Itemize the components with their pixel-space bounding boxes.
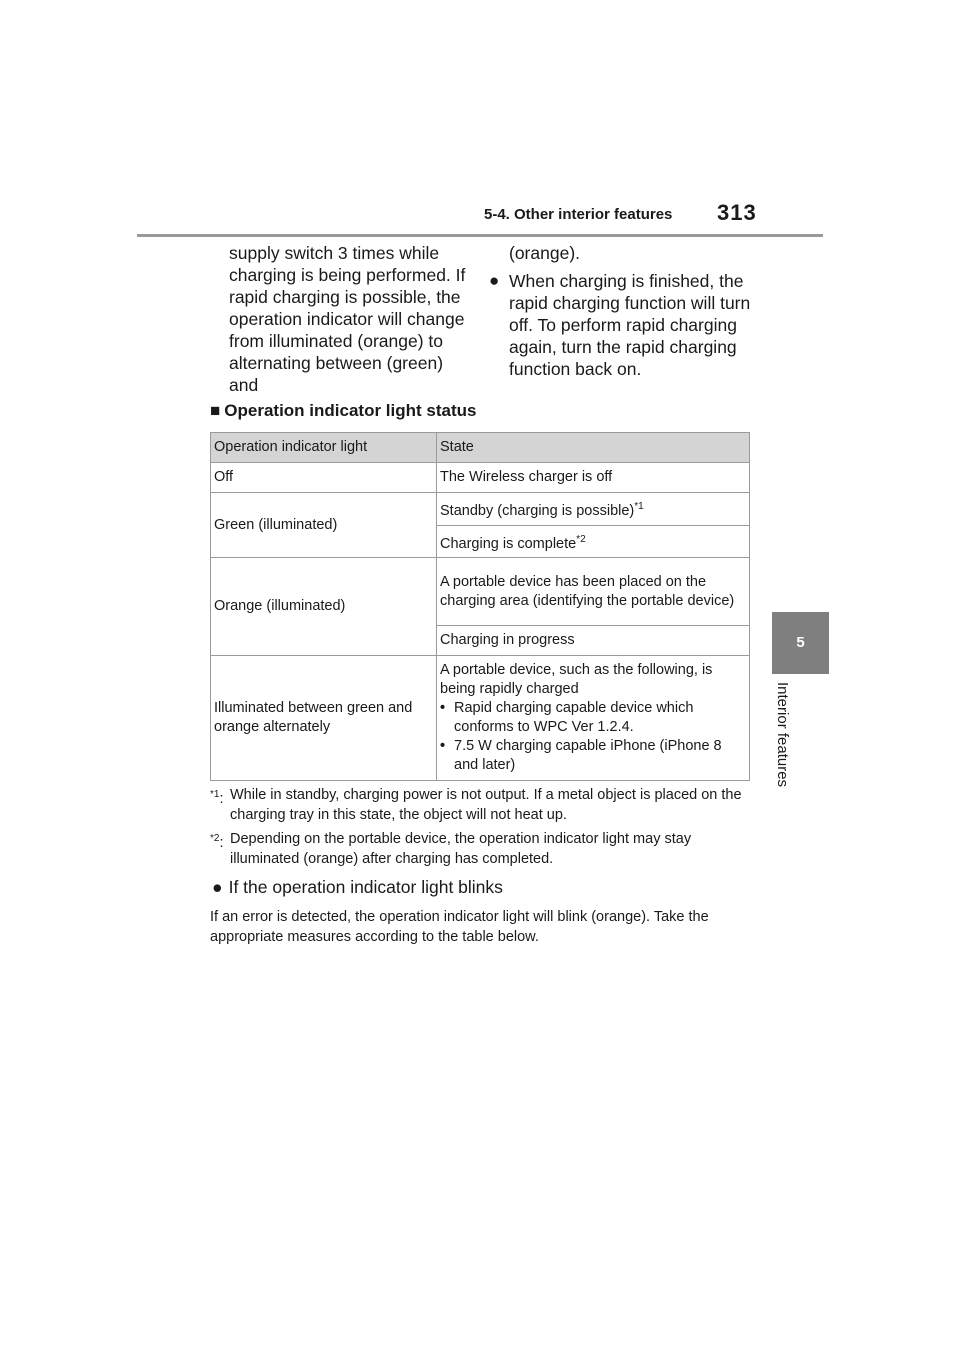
footnote-number: *2 <box>210 833 220 844</box>
table-cell-state: Charging in progress <box>437 626 750 656</box>
list-item <box>440 699 746 737</box>
footnote <box>210 785 755 825</box>
bullet-icon: ● <box>212 877 223 897</box>
table-row <box>211 463 750 493</box>
page-number: 313 <box>717 200 757 225</box>
chapter-label-text: Interior features <box>774 682 791 788</box>
running-header-section: 5-4. Other interior features <box>484 206 673 223</box>
table-cell-state <box>437 526 750 558</box>
bullet-icon: • <box>440 700 446 716</box>
footnote-mark: $^{*2}$: <box>210 833 224 851</box>
footnotes <box>210 785 755 873</box>
footnote-text: Depending on the portable device, the operation indicator light may stay illuminated (orange) after charging has completed. <box>230 831 692 867</box>
footnote-ref: *2 <box>576 533 586 545</box>
table-row <box>211 493 750 526</box>
blink-heading <box>212 877 503 898</box>
footnote-number: *1 <box>210 789 220 800</box>
table-cell-state: The Wireless charger is off <box>437 463 750 493</box>
table-header-row <box>211 433 750 463</box>
footnote-mark: $^{*1}$: <box>210 789 224 807</box>
blink-heading-text: If the operation indicator light blinks <box>228 877 503 897</box>
blink-description: If an error is detected, the operation indicator light will blink (orange). Take the appropriate measures according to the table below. <box>210 909 709 945</box>
bullet-icon: ● <box>489 271 500 290</box>
chapter-tab <box>772 612 829 674</box>
footnote-text: While in standby, charging power is not output. If a metal object is placed on the charging tray in this state, the object will not heat up. <box>230 787 742 823</box>
state-text: Standby (charging is possible) <box>440 503 635 519</box>
table-cell-state: A portable device has been placed on the charging area (identifying the portable device) <box>437 558 750 626</box>
table-header-light: Operation indicator light <box>211 433 437 463</box>
table-header-state: State <box>437 433 750 463</box>
list-item <box>440 737 746 775</box>
list-item-text: Rapid charging capable device which conforms to WPC Ver 1.2.4. <box>454 700 694 735</box>
list-item-text: 7.5 W charging capable iPhone (iPhone 8 and later) <box>454 738 722 773</box>
left-column-text: supply switch 3 times while charging is being performed. If rapid charging is possible, the operation indicator will change from illuminated (orange) to alternating between (green) and <box>229 243 466 395</box>
table-cell-state <box>437 656 750 781</box>
table-cell-light: Orange (illuminated) <box>211 558 437 656</box>
chapter-number: 5 <box>796 634 805 651</box>
table-row <box>211 656 750 781</box>
table-row <box>211 558 750 626</box>
right-column-bullet <box>489 270 754 380</box>
state-intro: A portable device, such as the following, is being rapidly charged <box>440 662 713 697</box>
table-cell-light: Illuminated between green and orange alternately <box>211 656 437 781</box>
footnote <box>210 829 755 869</box>
right-column-bullet-text: When charging is finished, the rapid charging function will turn off. To perform rapid charging again, turn the rapid charging function back on. <box>509 271 751 379</box>
header-divider <box>137 234 823 237</box>
state-text: Charging is complete <box>440 535 577 552</box>
device-list <box>440 699 746 775</box>
chapter-label <box>767 682 791 802</box>
table-cell-light: Off <box>211 463 437 493</box>
section-title: Operation indicator light status <box>224 401 477 420</box>
indicator-status-table <box>210 432 750 781</box>
footnote-ref: *1 <box>634 501 644 512</box>
bullet-icon: • <box>440 738 446 754</box>
square-bullet-icon: ■ <box>210 401 221 420</box>
table-cell-light: Green (illuminated) <box>211 493 437 558</box>
table-cell-state <box>437 493 750 526</box>
section-heading <box>210 401 476 421</box>
right-column-continuation: (orange). <box>509 243 581 263</box>
